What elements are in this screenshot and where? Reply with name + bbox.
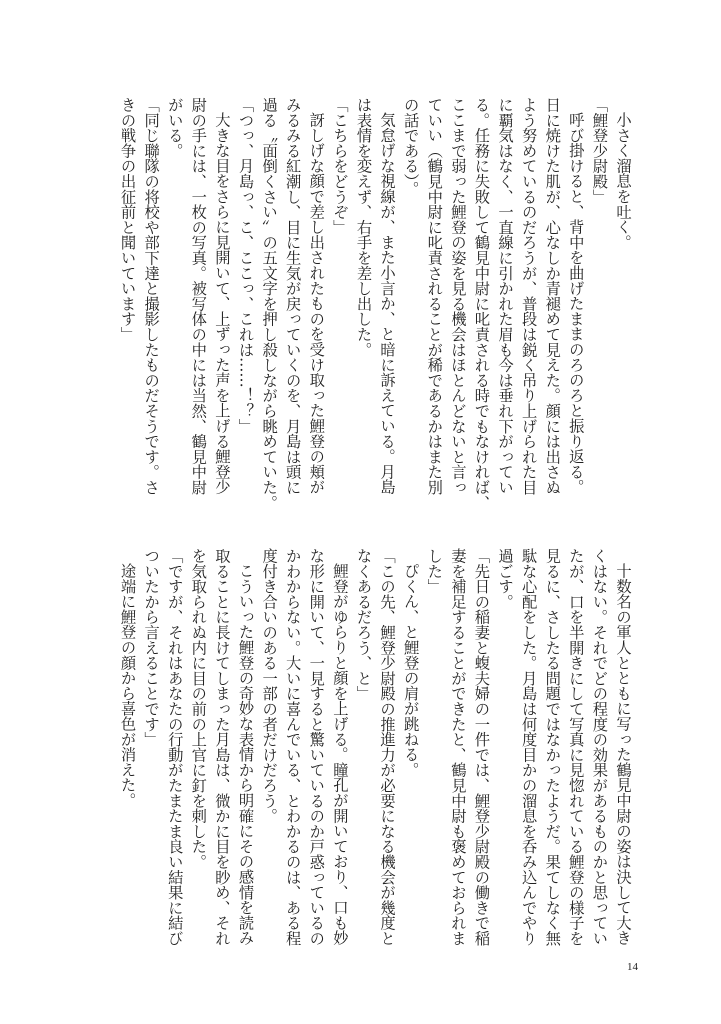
- text-column: ていい（鶴見中尉に叱責されることが稀であるかはまた別: [425, 97, 444, 495]
- text-column: 「同じ聯隊の将校や部下達と撮影したものだそうです。さ: [142, 97, 161, 495]
- text-column: 過る〝面倒くさい〟の五文字を押し殺しながら眺めていた。: [260, 97, 279, 511]
- text-column: 鯉登がゆらりと顔を上げる。瞳孔が開いており、口も妙: [330, 563, 349, 946]
- text-column: 見るに、さしたる問題ではなかったようだ。果てしなく無: [543, 548, 562, 946]
- text-column: きの戦争の出征前と聞いています」: [118, 97, 137, 342]
- text-block-bottom: [114, 548, 634, 948]
- text-column: みるみる紅潮し、目に生気が戻っていくのを、月島は頭に: [283, 97, 302, 495]
- text-column: 「先日の稲妻と蝮夫婦の一件では、鯉登少尉殿の働きで稲: [472, 548, 491, 946]
- text-column: 妻を補足することができたと、鶴見中尉も褒めておられま: [448, 548, 467, 946]
- text-column: たが、口を半開きにして写真に見惚れている鯉登の様子を: [566, 548, 585, 946]
- text-column: 「鯉登少尉殿」: [590, 97, 609, 205]
- page-number: 14: [627, 961, 638, 973]
- text-column: 途端に鯉登の顔から喜色が消えた。: [118, 563, 137, 809]
- text-block-top: [114, 97, 634, 511]
- text-column: 十数名の軍人とともに写った鶴見中尉の姿は決して大き: [614, 563, 632, 946]
- text-column: 訝しげな顔で差し出されたものを受け取った鯉登の頬が: [307, 112, 326, 495]
- text-column: した」: [425, 548, 444, 594]
- text-column: なくあるだろう、と」: [354, 548, 373, 701]
- text-column: 度付き合いのある一部の者だけだろう。: [260, 548, 279, 824]
- text-column: 駄な心配をした。月島は何度目かの溜息を呑み込んでやり: [519, 548, 538, 946]
- text-column: 「つっ、月島っ、こ、ここっ、これは……！？」: [236, 97, 255, 434]
- text-column: は表情を変えず、右手を差し出した。: [354, 97, 373, 358]
- text-column: る。任務に失敗して鶴見中尉に叱責される時でもなければ、: [472, 97, 491, 511]
- text-column: 「この先、鯉登少尉殿の推進力が必要になる機会が幾度と: [378, 548, 397, 946]
- text-column: 尉の手には、一枚の写真。被写体の中には当然、鶴見中尉: [189, 97, 208, 495]
- text-column: くはない。それでどの程度の効果があるものかと思ってい: [590, 548, 609, 946]
- text-column: ついたから言えることです」: [142, 548, 161, 747]
- text-column: ぴくん、と鯉登の肩が跳ねる。: [401, 563, 420, 778]
- text-column: の話である）。: [401, 97, 420, 197]
- text-column: に覇気はなく、一直線に引かれた眉も今は垂れ下がってい: [496, 97, 515, 495]
- text-column: 「こちらをどうぞ」: [330, 97, 349, 235]
- text-column: 大きな目をさらに見開いて、上ずった声を上げる鯉登少: [212, 112, 231, 495]
- text-column: ここまで弱った鯉登の姿を見る機会はほとんどないと言っ: [448, 97, 467, 495]
- text-column: 小さく溜息を吐く。: [614, 112, 632, 250]
- text-column: を気取られぬ内に目の前の上官に釘を刺した。: [189, 548, 208, 870]
- text-column: がいる。: [165, 97, 184, 159]
- text-column: な形に開いて、一見すると驚いているのか戸惑っているの: [307, 548, 326, 946]
- text-column: 呼び掛けると、背中を曲げたままのろのろと振り返る。: [566, 112, 585, 495]
- text-column: 日に焼けた肌が、心なしか青褪めて見えた。顔には出さぬ: [543, 97, 562, 495]
- text-column: 取ることに長けてしまった月島は、微かに目を眇め、それ: [212, 548, 231, 946]
- text-column: 過ごす。: [496, 548, 515, 610]
- text-column: 気怠げな視線が、また小言か、と暗に訴えている。月島: [378, 112, 397, 495]
- text-column: かわからない。大いに喜んでいる、とわかるのは、ある程: [283, 548, 302, 946]
- text-column: こういった鯉登の奇妙な表情から明確にその感情を読み: [236, 563, 255, 946]
- text-column: よう努めているのだろうが、普段は鋭く吊り上げられた目: [519, 97, 538, 495]
- text-column: 「ですが、それはあなたの行動がたまたま良い結果に結び: [165, 548, 184, 946]
